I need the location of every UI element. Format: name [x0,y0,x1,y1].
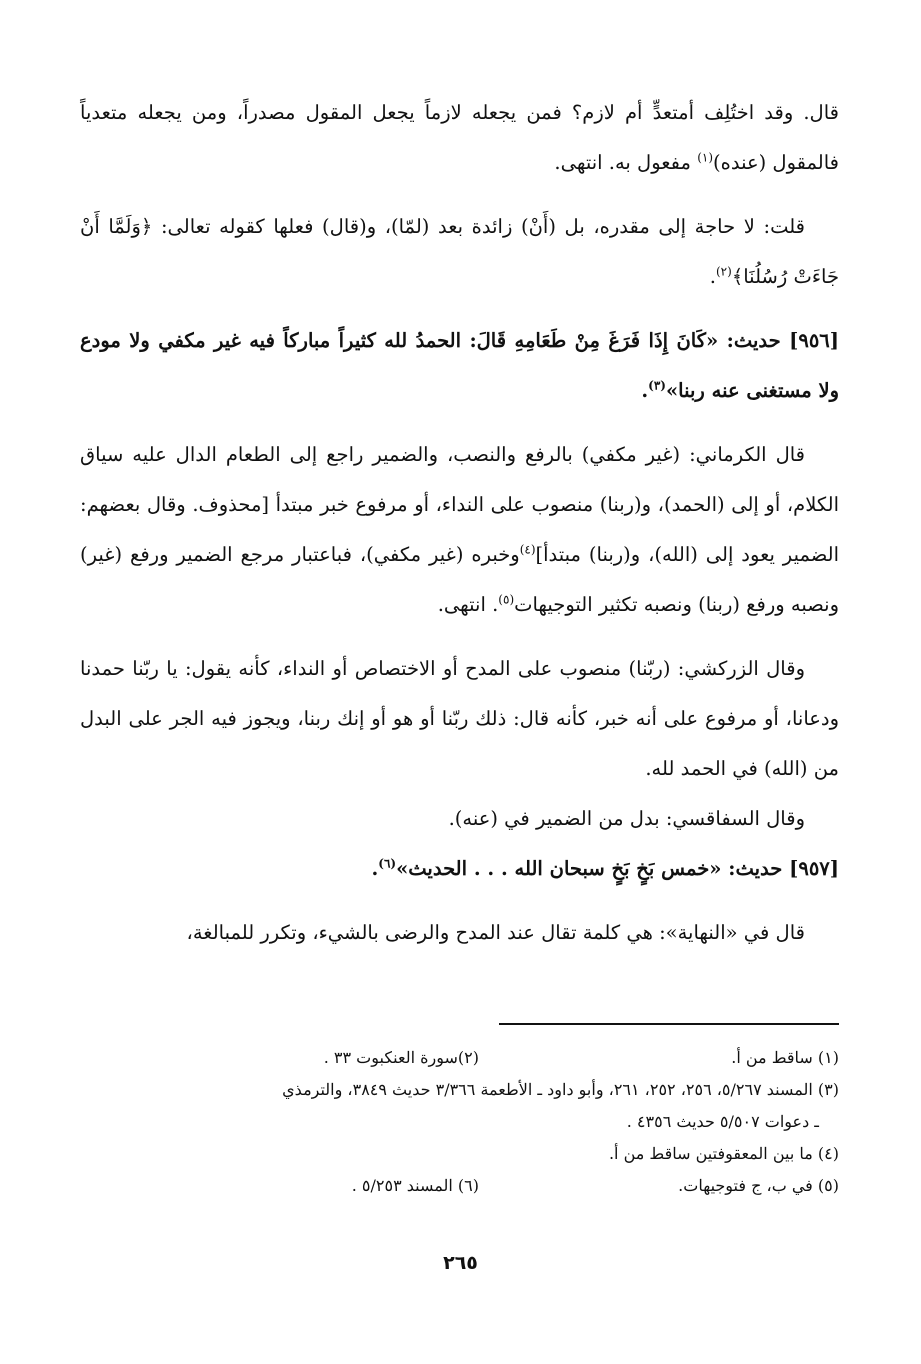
footnote-row-1-2 [80,1042,839,1074]
footnote-1: (١) ساقط من أ. [731,1048,839,1067]
hadith-957 [80,844,839,894]
hadith-956 [80,316,839,416]
main-text [80,88,839,958]
paragraph-zarkashi: وقال الزركشي: (ربّنا) منصوب على المدح أو الاختصاص أو النداء، كأنه يقول: يا ربّنا حمدنا ودعانا، أو مرفوع على أنه خبر، كأنه قال: ذلك ربّنا أو هو أو إنك ربنا، ويجوز فيه الجر على البدل من (الله) في الحمد لله. [80,657,839,780]
footnote-2: (٢)سورة العنكبوت ٣٣ . [323,1048,479,1067]
footnote-row-5-6 [80,1170,839,1202]
paragraph-kirmani-end: . انتهى. [437,593,499,616]
hadith-957-label: [٩٥٧] حديث: [721,857,839,880]
footnote-ref-4: (٤) [519,542,536,557]
hadith-957-end: . [371,857,379,880]
paragraph-safaqusi: وقال السفاقسي: بدل من الضمير في (عنه). [448,807,805,830]
page-number: ٢٦٥ [443,1252,478,1274]
footnote-ref-6: (٦) [378,856,397,871]
footnote-3: (٣) المسند ٥/٢٦٧، ٢٥٦، ٢٥٢، ٢٦١، وأبو داود ـ الأطعمة ٣/٣٦٦ حديث ٣٨٤٩، والترمذي [282,1080,839,1099]
paragraph-2-text: قلت: لا حاجة إلى مقدره، بل (أَنْ) زائدة بعد (لمّا)، و(قال) فعلها كقوله تعالى: ﴿وَلَمَّا أَنْ جَاءَتْ رُسُلُنَا﴾ [80,215,839,288]
paragraph-2 [80,202,839,302]
hadith-956-text: «كَانَ إِذَا فَرَغَ مِنْ طَعَامِهِ قَالَ: الحمدُ لله كثيراً مباركاً فيه غير مكفي ولا مودع ولا مستغنى عنه ربنا» [80,329,839,402]
footnote-5: (٥) في ب، ج فتوجيهات. [678,1176,839,1195]
paragraph-nihaya: قال في «النهاية»: هي كلمة تقال عند المدح والرضى بالشيء، وتكرر للمبالغة، [186,921,805,944]
paragraph-2-end: . [709,265,716,288]
paragraph-kirmani-text: قال الكرماني: (غير مكفي) بالرفع والنصب، والضمير راجع إلى الطعام الدال عليه سياق الكلام، أو إلى (الحمد)، و(ربنا) منصوب على النداء، أو مرفوع خبر مبتدأ [محذوف. وقال بعضهم: الضمير يعود إلى (الله)، و(ربنا) مبتدأ] [80,443,839,566]
paragraph-1 [80,88,839,188]
hadith-957-text: «خمس بَخٍ بَخٍ سبحان الله . . . الحديث» [396,857,722,880]
footnote-ref-3: (٣) [648,378,666,393]
hadith-956-label: [٩٥٦] حديث: [718,329,839,352]
paragraph-kirmani-mid: وخبره (غير مكفي)، فباعتبار مرجع الضمير ورفع (غير) ونصبه ورفع (ربنا) ونصبه تكثير التوجيهات [80,543,839,616]
footnote-ref-2: (٢) [715,264,732,279]
paragraph-1-end: مفعول به. انتهى. [554,151,698,174]
footnote-4: (٤) ما بين المعقوفتين ساقط من أ. [608,1144,839,1163]
footnote-6: (٦) المسند ٥/٢٥٣ . [351,1176,479,1195]
footnote-separator [499,1023,839,1025]
footnote-3-continued: ـ دعوات ٥/٥٠٧ حديث ٤٣٥٦ . [626,1112,819,1131]
footnote-ref-5: (٥) [498,592,515,607]
footnotes [80,1042,839,1202]
paragraph-kirmani [80,430,839,630]
hadith-956-end: . [641,379,649,402]
paragraph-1-text: قال. وقد اختُلِف أمتعدٍّ أم لازم؟ فمن يجعله لازماً يجعل المقول مصدراً، ومن يجعله متعدياً فالمقول (عنده) [80,101,839,174]
footnote-ref-1: (١) [697,150,714,165]
